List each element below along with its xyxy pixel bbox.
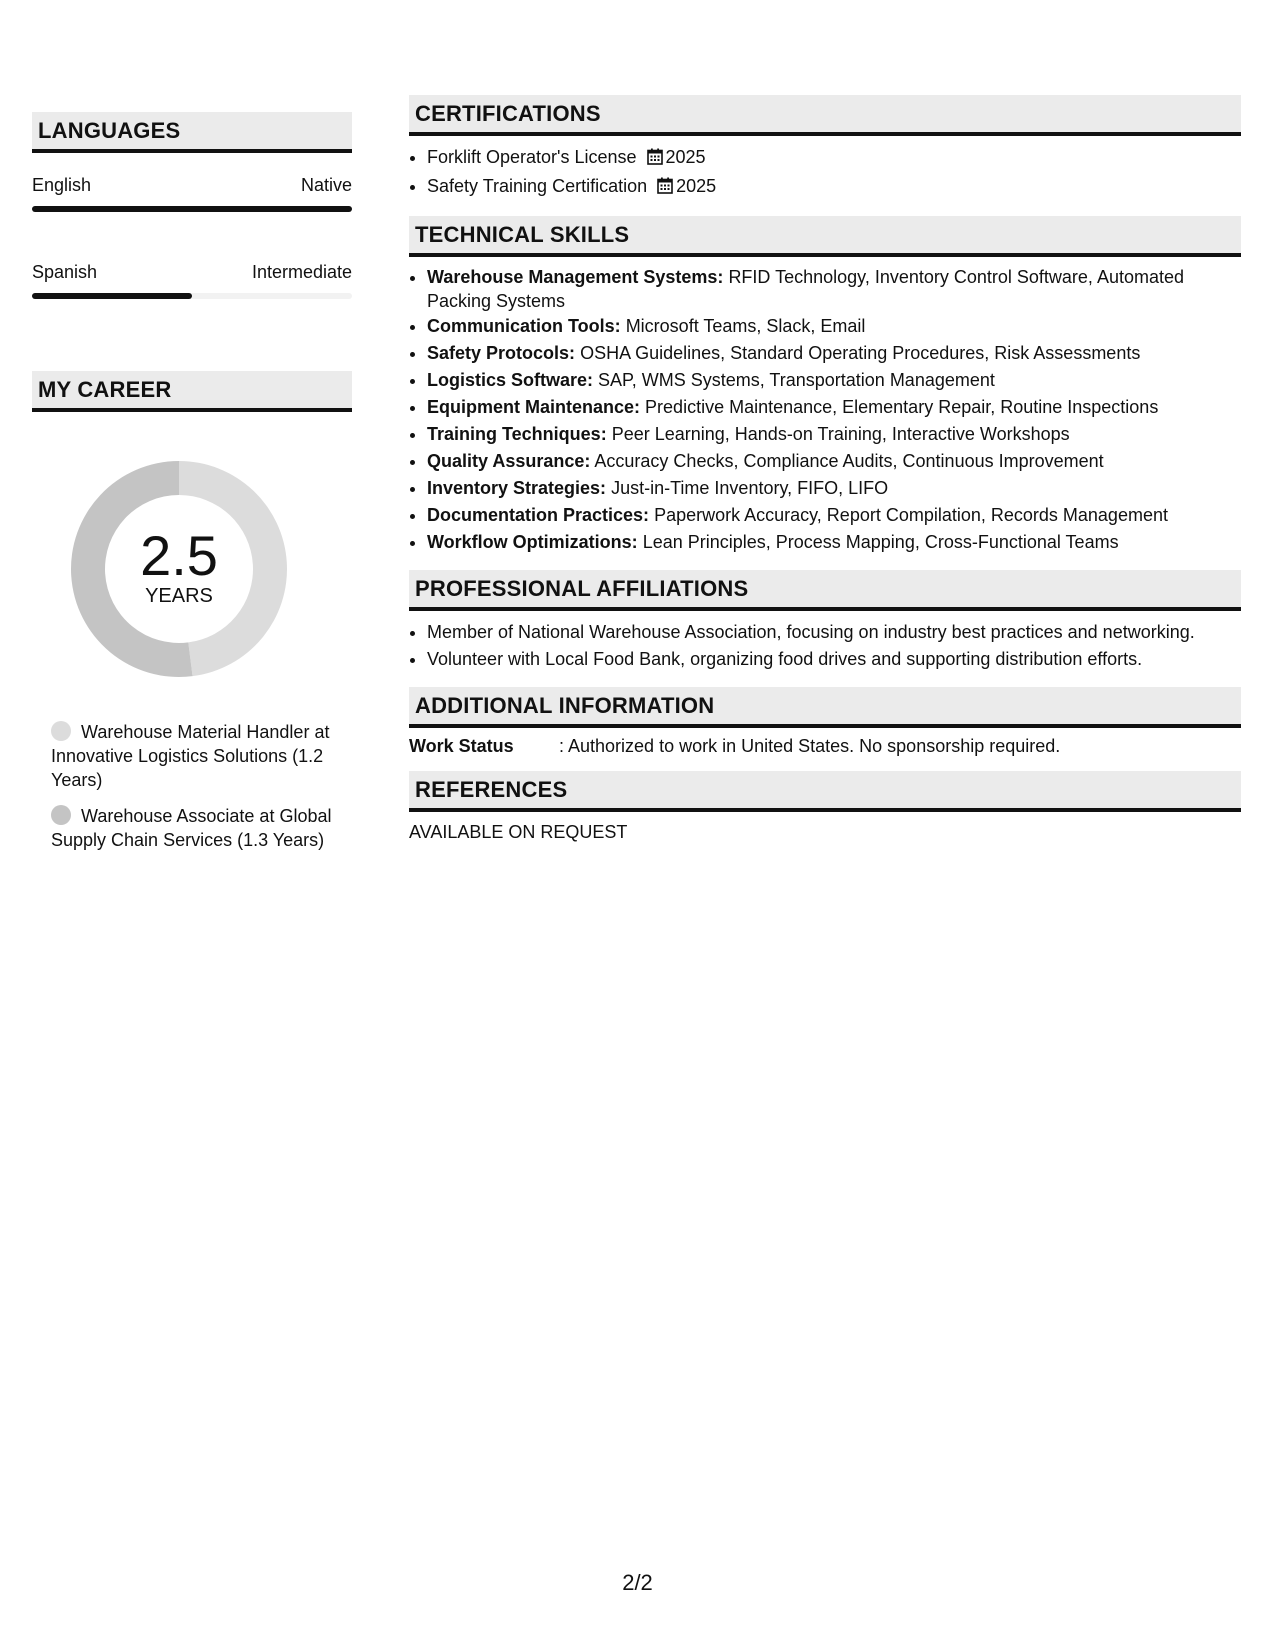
skill-label: Quality Assurance: (427, 451, 591, 471)
skill-value: SAP, WMS Systems, Transportation Management (598, 370, 995, 390)
language-name: Spanish (32, 262, 98, 282)
skill-item (427, 529, 1241, 556)
sidebar (32, 112, 352, 864)
language-name: English (32, 175, 92, 195)
skill-label: Equipment Maintenance: (427, 397, 641, 417)
additional-info-heading: ADDITIONAL INFORMATION (409, 687, 1241, 728)
references-section (409, 771, 1241, 843)
skill-label: Warehouse Management Systems: (427, 267, 724, 287)
main-column (409, 95, 1241, 857)
skill-item (427, 448, 1241, 475)
affiliation-item: • Volunteer with Local Food Bank, organizing food drives and supporting distribution efforts. (427, 646, 1241, 673)
skill-label: Workflow Optimizations: (427, 532, 638, 552)
career-item (51, 804, 341, 852)
skill-item (427, 394, 1241, 421)
skill-value: Lean Principles, Process Mapping, Cross-Functional Teams (642, 532, 1119, 552)
skill-label: Safety Protocols: (427, 343, 576, 363)
career-item-text: Warehouse Material Handler at Innovative Logistics Solutions (1.2 Years) (51, 722, 330, 790)
skill-item (427, 313, 1241, 340)
languages-heading: LANGUAGES (32, 112, 352, 153)
references-text: AVAILABLE ON REQUEST (409, 822, 628, 842)
skill-value: Predictive Maintenance, Elementary Repair, Routine Inspections (645, 397, 1159, 417)
career-total-value: 2.5 (140, 524, 218, 587)
language-proficiency-fill (32, 293, 192, 299)
certification-name: Forklift Operator's License (427, 147, 637, 167)
career-item (51, 720, 341, 792)
technical-skills-heading: TECHNICAL SKILLS (409, 216, 1241, 257)
skill-value: OSHA Guidelines, Standard Operating Procedures, Risk Assessments (580, 343, 1141, 363)
language-proficiency-bar (32, 293, 352, 299)
work-status-label: Work Status (409, 736, 514, 756)
skill-item (427, 502, 1241, 529)
language-proficiency-bar (32, 206, 352, 212)
technical-skills-list (409, 265, 1241, 556)
skill-item (427, 367, 1241, 394)
skill-label: Communication Tools: (427, 316, 621, 336)
certifications-heading: CERTIFICATIONS (409, 95, 1241, 136)
work-status-row (409, 736, 1241, 757)
affiliation-item: • Member of National Warehouse Association, focusing on industry best practices and networking. (427, 619, 1241, 646)
certification-year: 2025 (676, 176, 717, 196)
language-item-spanish (32, 262, 352, 299)
career-item-text: Warehouse Associate at Global Supply Chain Services (1.3 Years) (51, 806, 332, 850)
page-number: 2/2 (622, 1570, 653, 1595)
skill-label: Training Techniques: (427, 424, 607, 444)
legend-dot-icon (51, 805, 71, 825)
skill-value: RFID Technology, Inventory Control Software, Automated Packing Systems (427, 267, 1185, 311)
skill-label: Logistics Software: (427, 370, 594, 390)
career-total-unit: YEARS (145, 585, 213, 607)
certifications-list (409, 144, 1241, 202)
skill-value: Peer Learning, Hands-on Training, Interactive Workshops (611, 424, 1070, 444)
technical-skills-section (409, 216, 1241, 556)
additional-info-section (409, 687, 1241, 757)
calendar-icon (657, 175, 673, 202)
language-level: Native (300, 175, 352, 195)
calendar-icon (647, 146, 663, 173)
skill-value: Microsoft Teams, Slack, Email (625, 316, 866, 336)
skill-value: Paperwork Accuracy, Report Compilation, Records Management (654, 505, 1168, 525)
skill-item (427, 421, 1241, 448)
affiliations-section (409, 570, 1241, 673)
skill-value: Accuracy Checks, Compliance Audits, Continuous Improvement (594, 451, 1104, 471)
work-status-value: : Authorized to work in United States. No sponsorship required. (559, 736, 1061, 756)
language-level: Intermediate (251, 262, 352, 282)
skill-item (427, 340, 1241, 367)
career-list (32, 720, 341, 852)
certification-item (427, 173, 1241, 202)
skill-label: Inventory Strategies: (427, 478, 607, 498)
certification-item (427, 144, 1241, 173)
certification-year: 2025 (665, 147, 706, 167)
skill-item (427, 475, 1241, 502)
skill-item (427, 265, 1241, 313)
skill-value: Just-in-Time Inventory, FIFO, LIFO (611, 478, 889, 498)
career-heading: MY CAREER (32, 371, 352, 412)
certification-name: Safety Training Certification (427, 176, 648, 196)
skill-label: Documentation Practices: (427, 505, 650, 525)
career-donut-chart (64, 454, 294, 684)
certifications-section (409, 95, 1241, 202)
references-heading: REFERENCES (409, 771, 1241, 812)
affiliations-heading: PROFESSIONAL AFFILIATIONS (409, 570, 1241, 611)
language-proficiency-fill (32, 206, 352, 212)
legend-dot-icon (51, 721, 71, 741)
affiliations-list (409, 619, 1241, 673)
language-item-english (32, 175, 352, 212)
